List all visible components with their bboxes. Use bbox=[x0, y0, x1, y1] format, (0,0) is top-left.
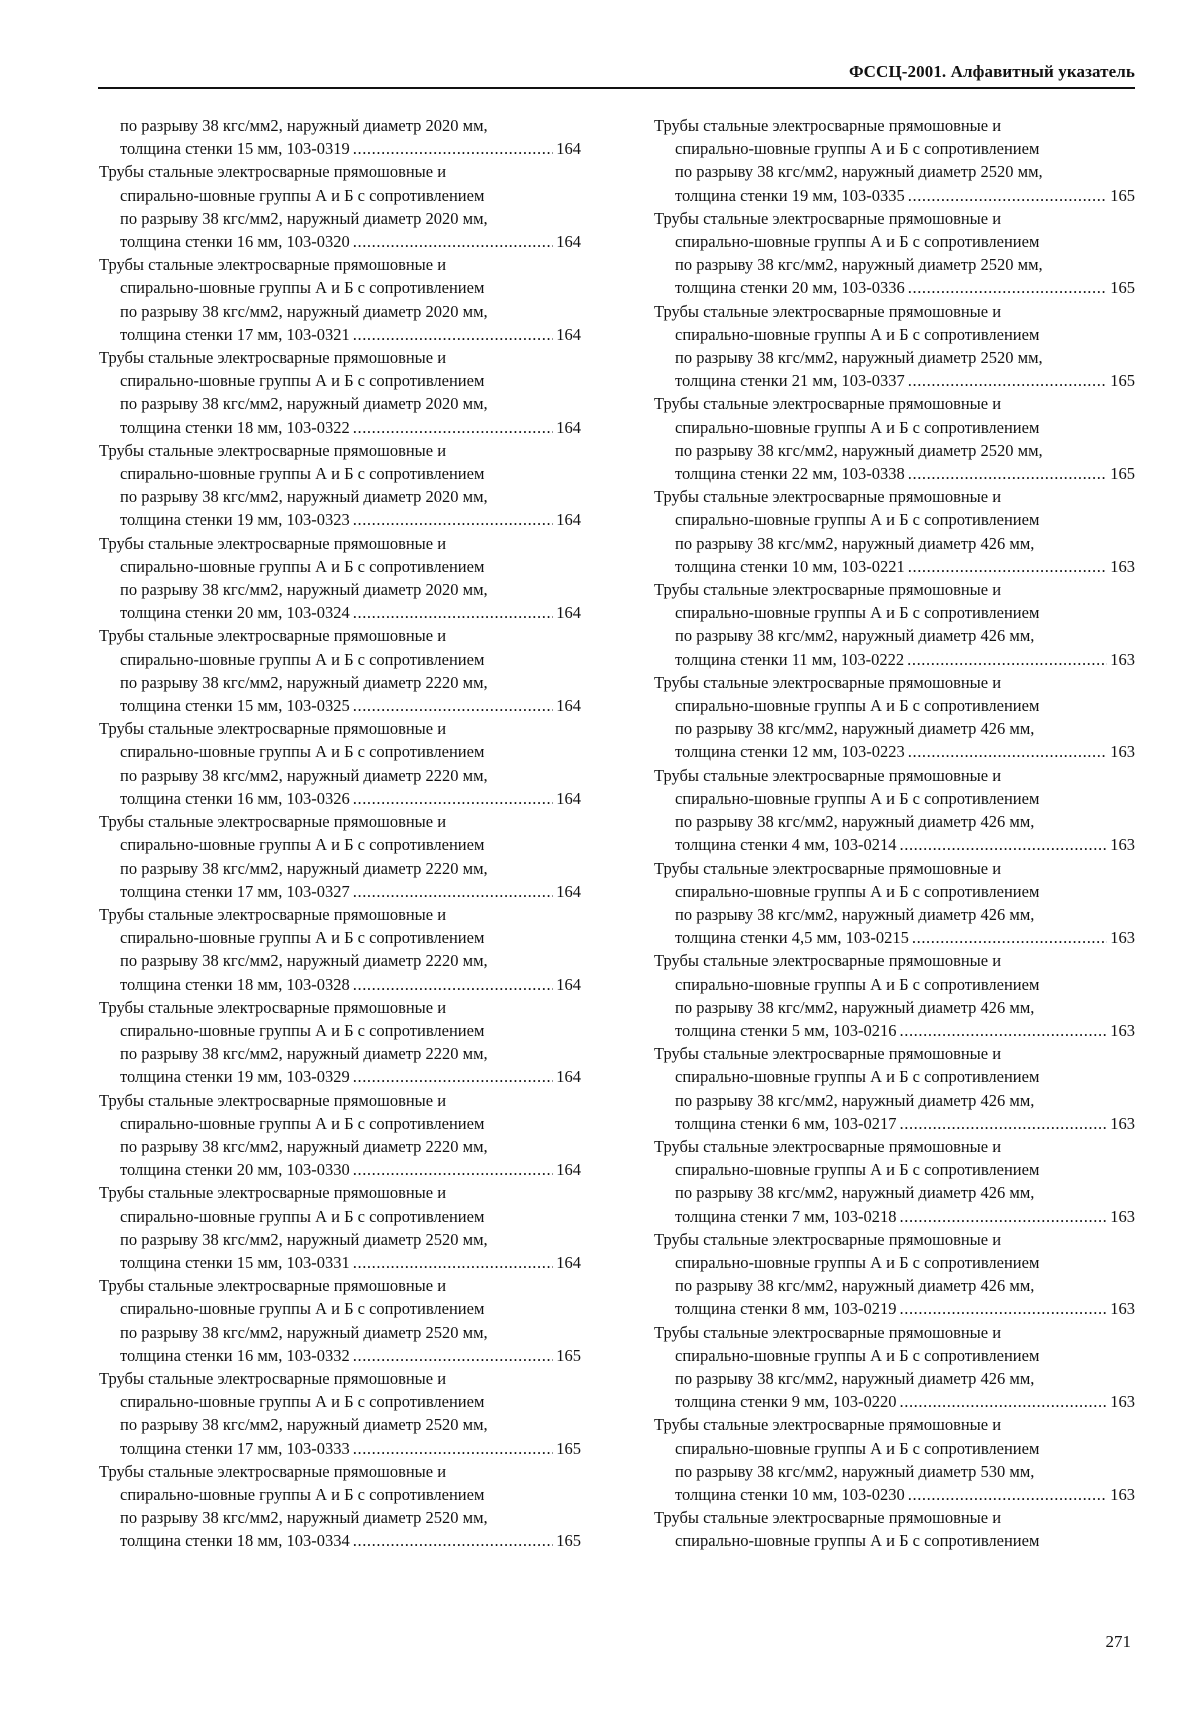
entry-code-text: толщина стенки 16 мм, 103-0326 bbox=[120, 788, 350, 808]
entry-text-line: по разрыву 38 кгс/мм2, наружный диаметр 2020 мм, bbox=[120, 301, 488, 321]
entry-last-line bbox=[99, 323, 581, 346]
entry-last-line bbox=[654, 1297, 1135, 1320]
entry-page-reference: 165 bbox=[1110, 464, 1135, 484]
entry-text-line: спирально-шовные группы А и Б с сопротивлением bbox=[675, 324, 1040, 344]
index-entry bbox=[654, 114, 1135, 207]
dot-leader bbox=[908, 369, 1108, 392]
dot-leader bbox=[900, 1390, 1108, 1413]
entry-text-line: по разрыву 38 кгс/мм2, наружный диаметр 2220 мм, bbox=[120, 672, 488, 692]
entry-page-reference: 163 bbox=[1110, 1020, 1135, 1040]
index-entry bbox=[654, 1321, 1135, 1414]
entry-text-line: спирально-шовные группы А и Б с сопротивлением bbox=[675, 974, 1040, 994]
entry-last-line bbox=[654, 1483, 1135, 1506]
entry-heading-line: Трубы стальные электросварные прямошовные и bbox=[654, 1508, 1002, 1528]
entry-heading-line: Трубы стальные электросварные прямошовные и bbox=[99, 1183, 447, 1203]
dot-leader bbox=[900, 1205, 1108, 1228]
entry-heading-line: Трубы стальные электросварные прямошовные и bbox=[99, 1368, 447, 1388]
dot-leader bbox=[353, 508, 554, 531]
entry-page-reference: 165 bbox=[556, 1345, 581, 1365]
entry-page-reference: 163 bbox=[1110, 742, 1135, 762]
entry-page-reference: 164 bbox=[556, 881, 581, 901]
entry-last-line bbox=[99, 137, 581, 160]
entry-last-line bbox=[99, 694, 581, 717]
header-rule bbox=[98, 87, 1135, 89]
entry-last-line bbox=[654, 926, 1135, 949]
entry-text-line: спирально-шовные группы А и Б с сопротивлением bbox=[675, 139, 1040, 159]
entry-code-text: толщина стенки 18 мм, 103-0334 bbox=[120, 1531, 350, 1551]
entry-text-line: по разрыву 38 кгс/мм2, наружный диаметр 426 мм, bbox=[675, 626, 1035, 646]
entry-code-text: толщина стенки 11 мм, 103-0222 bbox=[675, 649, 905, 669]
entry-page-reference: 164 bbox=[556, 603, 581, 623]
entry-heading-line: Трубы стальные электросварные прямошовные и bbox=[654, 394, 1002, 414]
entry-heading-line: Трубы стальные электросварные прямошовные и bbox=[654, 1322, 1002, 1342]
dot-leader bbox=[353, 880, 554, 903]
entry-text-line: спирально-шовные группы А и Б с сопротивлением bbox=[120, 835, 485, 855]
index-column-right bbox=[654, 114, 1135, 1553]
entry-text-line: по разрыву 38 кгс/мм2, наружный диаметр 2220 мм, bbox=[120, 1136, 488, 1156]
entry-heading-line: Трубы стальные электросварные прямошовные и bbox=[99, 1276, 447, 1296]
index-entry bbox=[99, 1181, 581, 1274]
entry-code-text: толщина стенки 19 мм, 103-0335 bbox=[675, 185, 905, 205]
index-entry bbox=[99, 717, 581, 810]
entry-code-text: толщина стенки 6 мм, 103-0217 bbox=[675, 1113, 897, 1133]
entry-page-reference: 164 bbox=[556, 1067, 581, 1087]
entry-text-line: по разрыву 38 кгс/мм2, наружный диаметр 2520 мм, bbox=[120, 1229, 488, 1249]
dot-leader bbox=[353, 1065, 554, 1088]
dot-leader bbox=[908, 462, 1108, 485]
dot-leader bbox=[900, 1112, 1108, 1135]
entry-code-text: толщина стенки 16 мм, 103-0320 bbox=[120, 232, 350, 252]
entry-text-line: по разрыву 38 кгс/мм2, наружный диаметр 426 мм, bbox=[675, 812, 1035, 832]
index-entry bbox=[99, 439, 581, 532]
entry-last-line bbox=[654, 1205, 1135, 1228]
entry-text-line: спирально-шовные группы А и Б с сопротивлением bbox=[675, 232, 1040, 252]
entry-code-text: толщина стенки 20 мм, 103-0336 bbox=[675, 278, 905, 298]
dot-leader bbox=[900, 833, 1108, 856]
entry-heading-line: Трубы стальные электросварные прямошовные и bbox=[99, 997, 447, 1017]
entry-text-line: по разрыву 38 кгс/мм2, наружный диаметр 2220 мм, bbox=[120, 1044, 488, 1064]
entry-text-line: по разрыву 38 кгс/мм2, наружный диаметр 426 мм, bbox=[675, 1090, 1035, 1110]
dot-leader bbox=[900, 1297, 1108, 1320]
index-entry bbox=[654, 764, 1135, 857]
entry-heading-line: Трубы стальные электросварные прямошовные и bbox=[99, 348, 447, 368]
index-entry bbox=[99, 160, 581, 253]
entry-page-reference: 164 bbox=[556, 324, 581, 344]
entry-page-reference: 165 bbox=[1110, 278, 1135, 298]
entry-text-line: спирально-шовные группы А и Б с сопротивлением bbox=[675, 417, 1040, 437]
dot-leader bbox=[353, 1437, 554, 1460]
entry-heading-line: Трубы стальные электросварные прямошовные и bbox=[99, 1461, 447, 1481]
entry-last-line bbox=[99, 508, 581, 531]
entry-text-line: спирально-шовные группы А и Б с сопротивлением bbox=[120, 464, 485, 484]
entry-heading-line: Трубы стальные электросварные прямошовные и bbox=[654, 580, 1002, 600]
entry-text-line: спирально-шовные группы А и Б с сопротивлением bbox=[120, 1484, 485, 1504]
dot-leader bbox=[908, 184, 1108, 207]
index-entry bbox=[99, 1367, 581, 1460]
index-entry bbox=[654, 671, 1135, 764]
entry-last-line bbox=[99, 973, 581, 996]
entry-page-reference: 164 bbox=[556, 974, 581, 994]
dot-leader bbox=[353, 416, 554, 439]
entry-text-line: по разрыву 38 кгс/мм2, наружный диаметр 426 мм, bbox=[675, 719, 1035, 739]
entry-heading-line: Трубы стальные электросварные прямошовные и bbox=[99, 1090, 447, 1110]
index-entry bbox=[99, 903, 581, 996]
index-entry bbox=[99, 346, 581, 439]
entry-text-line: по разрыву 38 кгс/мм2, наружный диаметр 2520 мм, bbox=[120, 1508, 488, 1528]
entry-page-reference: 164 bbox=[556, 788, 581, 808]
entry-text-line: спирально-шовные группы А и Б с сопротивлением bbox=[120, 649, 485, 669]
index-entry bbox=[99, 532, 581, 625]
index-entry bbox=[654, 1506, 1135, 1552]
entry-page-reference: 163 bbox=[1110, 1113, 1135, 1133]
dot-leader bbox=[908, 555, 1108, 578]
entry-code-text: толщина стенки 17 мм, 103-0333 bbox=[120, 1438, 350, 1458]
entry-last-line bbox=[654, 184, 1135, 207]
entry-heading-line: Трубы стальные электросварные прямошовные и bbox=[99, 812, 447, 832]
dot-leader bbox=[353, 973, 554, 996]
dot-leader bbox=[353, 323, 554, 346]
entry-text-line: спирально-шовные группы А и Б с сопротивлением bbox=[120, 1113, 485, 1133]
entry-page-reference: 165 bbox=[1110, 371, 1135, 391]
entry-code-text: толщина стенки 15 мм, 103-0331 bbox=[120, 1252, 350, 1272]
entry-page-reference: 163 bbox=[1110, 556, 1135, 576]
entry-code-text: толщина стенки 17 мм, 103-0327 bbox=[120, 881, 350, 901]
entry-last-line bbox=[654, 740, 1135, 763]
entry-text-line: спирально-шовные группы А и Б с сопротивлением bbox=[120, 928, 485, 948]
entry-last-line bbox=[654, 1112, 1135, 1135]
entry-last-line bbox=[99, 601, 581, 624]
dot-leader bbox=[908, 1483, 1108, 1506]
entry-heading-line: Трубы стальные электросварные прямошовные и bbox=[99, 719, 447, 739]
dot-leader bbox=[353, 694, 554, 717]
entry-code-text: толщина стенки 17 мм, 103-0321 bbox=[120, 324, 350, 344]
entry-last-line bbox=[99, 1529, 581, 1552]
entry-text-line: по разрыву 38 кгс/мм2, наружный диаметр 2520 мм, bbox=[675, 162, 1043, 182]
entry-text-line: по разрыву 38 кгс/мм2, наружный диаметр 426 мм, bbox=[675, 997, 1035, 1017]
dot-leader bbox=[900, 1019, 1108, 1042]
index-entry bbox=[99, 996, 581, 1089]
entry-text-line: по разрыву 38 кгс/мм2, наружный диаметр 2020 мм, bbox=[120, 394, 488, 414]
index-entry bbox=[654, 857, 1135, 950]
index-entry bbox=[654, 1042, 1135, 1135]
entry-heading-line: Трубы стальные электросварные прямошовные и bbox=[99, 162, 447, 182]
entry-code-text: толщина стенки 12 мм, 103-0223 bbox=[675, 742, 905, 762]
entry-last-line bbox=[99, 1344, 581, 1367]
entry-last-line bbox=[99, 787, 581, 810]
entry-last-line bbox=[654, 276, 1135, 299]
dot-leader bbox=[353, 1529, 554, 1552]
entry-text-line: по разрыву 38 кгс/мм2, наружный диаметр 2020 мм, bbox=[120, 116, 488, 135]
entry-last-line bbox=[654, 555, 1135, 578]
entry-heading-line: Трубы стальные электросварные прямошовные и bbox=[654, 672, 1002, 692]
entry-code-text: толщина стенки 18 мм, 103-0328 bbox=[120, 974, 350, 994]
entry-text-line: по разрыву 38 кгс/мм2, наружный диаметр 426 мм, bbox=[675, 1368, 1035, 1388]
entry-text-line: по разрыву 38 кгс/мм2, наружный диаметр 426 мм, bbox=[675, 1276, 1035, 1296]
entry-text-line: спирально-шовные группы А и Б с сопротивлением bbox=[675, 788, 1040, 808]
dot-leader bbox=[353, 137, 554, 160]
entry-code-text: толщина стенки 10 мм, 103-0230 bbox=[675, 1484, 905, 1504]
entry-text-line: спирально-шовные группы А и Б с сопротивлением bbox=[120, 1392, 485, 1412]
entry-code-text: толщина стенки 15 мм, 103-0325 bbox=[120, 696, 350, 716]
entry-text-line: по разрыву 38 кгс/мм2, наружный диаметр 426 мм, bbox=[675, 533, 1035, 553]
index-entry bbox=[654, 392, 1135, 485]
entry-text-line: по разрыву 38 кгс/мм2, наружный диаметр 2520 мм, bbox=[120, 1415, 488, 1435]
entry-page-reference: 163 bbox=[1110, 649, 1135, 669]
entry-text-line: по разрыву 38 кгс/мм2, наружный диаметр 2520 мм, bbox=[675, 255, 1043, 275]
entry-text-line: по разрыву 38 кгс/мм2, наружный диаметр 2520 мм, bbox=[120, 1322, 488, 1342]
index-entry bbox=[99, 810, 581, 903]
entry-last-line bbox=[654, 833, 1135, 856]
entry-heading-line: Трубы стальные электросварные прямошовные и bbox=[654, 301, 1002, 321]
entry-text-line: по разрыву 38 кгс/мм2, наружный диаметр 2020 мм, bbox=[120, 580, 488, 600]
entry-text-line: спирально-шовные группы А и Б с сопротивлением bbox=[675, 1345, 1040, 1365]
entry-heading-line: Трубы стальные электросварные прямошовные и bbox=[99, 440, 447, 460]
entry-text-line: по разрыву 38 кгс/мм2, наружный диаметр 2520 мм, bbox=[675, 348, 1043, 368]
entry-code-text: толщина стенки 19 мм, 103-0329 bbox=[120, 1067, 350, 1087]
entry-text-line: спирально-шовные группы А и Б с сопротивлением bbox=[675, 881, 1040, 901]
page-number: 271 bbox=[1105, 1632, 1131, 1651]
entry-last-line bbox=[99, 230, 581, 253]
entry-text-line: спирально-шовные группы А и Б с сопротивлением bbox=[675, 1067, 1040, 1087]
dot-leader bbox=[907, 648, 1107, 671]
entry-text-line: спирально-шовные группы А и Б с сопротивлением bbox=[675, 1160, 1040, 1180]
entry-last-line bbox=[99, 1065, 581, 1088]
dot-leader bbox=[908, 740, 1108, 763]
index-entry bbox=[654, 485, 1135, 578]
entry-page-reference: 163 bbox=[1110, 1392, 1135, 1412]
dot-leader bbox=[912, 926, 1107, 949]
entry-code-text: толщина стенки 15 мм, 103-0319 bbox=[120, 139, 350, 159]
dot-leader bbox=[353, 1251, 554, 1274]
entry-last-line bbox=[99, 1158, 581, 1181]
entry-text-line: спирально-шовные группы А и Б с сопротивлением bbox=[120, 185, 485, 205]
entry-page-reference: 164 bbox=[556, 696, 581, 716]
index-entry bbox=[654, 1413, 1135, 1506]
entry-text-line: по разрыву 38 кгс/мм2, наружный диаметр 2020 мм, bbox=[120, 487, 488, 507]
entry-text-line: спирально-шовные группы А и Б с сопротивлением bbox=[120, 371, 485, 391]
entry-heading-line: Трубы стальные электросварные прямошовные и bbox=[99, 626, 447, 646]
entry-heading-line: Трубы стальные электросварные прямошовные и bbox=[99, 904, 447, 924]
entry-code-text: толщина стенки 18 мм, 103-0322 bbox=[120, 417, 350, 437]
entry-text-line: по разрыву 38 кгс/мм2, наружный диаметр 2220 мм, bbox=[120, 858, 488, 878]
entry-text-line: спирально-шовные группы А и Б с сопротивлением bbox=[120, 278, 485, 298]
entry-text-line: по разрыву 38 кгс/мм2, наружный диаметр 2220 мм, bbox=[120, 951, 488, 971]
entry-page-reference: 164 bbox=[556, 1160, 581, 1180]
entry-last-line bbox=[654, 1390, 1135, 1413]
entry-code-text: толщина стенки 5 мм, 103-0216 bbox=[675, 1020, 897, 1040]
entry-code-text: толщина стенки 20 мм, 103-0330 bbox=[120, 1160, 350, 1180]
entry-heading-line: Трубы стальные электросварные прямошовные и bbox=[654, 487, 1002, 507]
page-header-title: ФССЦ-2001. Алфавитный указатель bbox=[848, 62, 1135, 81]
index-entry bbox=[99, 1089, 581, 1182]
index-entry bbox=[654, 1228, 1135, 1321]
index-entry bbox=[654, 949, 1135, 1042]
dot-leader bbox=[353, 230, 554, 253]
entry-code-text: толщина стенки 4 мм, 103-0214 bbox=[675, 835, 897, 855]
entry-code-text: толщина стенки 7 мм, 103-0218 bbox=[675, 1206, 897, 1226]
entry-last-line bbox=[99, 1251, 581, 1274]
entry-text-line: спирально-шовные группы А и Б с сопротивлением bbox=[675, 510, 1040, 530]
entry-page-reference: 164 bbox=[556, 139, 581, 159]
entry-page-reference: 163 bbox=[1110, 1299, 1135, 1319]
entry-heading-line: Трубы стальные электросварные прямошовные и bbox=[99, 533, 447, 553]
index-column-left bbox=[99, 114, 581, 1553]
index-entry bbox=[99, 1460, 581, 1553]
entry-page-reference: 164 bbox=[556, 1252, 581, 1272]
entry-page-reference: 163 bbox=[1110, 1484, 1135, 1504]
index-entry bbox=[654, 300, 1135, 393]
entry-page-reference: 165 bbox=[556, 1438, 581, 1458]
dot-leader bbox=[353, 1158, 554, 1181]
entry-text-line: спирально-шовные группы А и Б с сопротивлением bbox=[120, 556, 485, 576]
entry-page-reference: 163 bbox=[1110, 928, 1135, 948]
entry-text-line: по разрыву 38 кгс/мм2, наружный диаметр 2520 мм, bbox=[675, 440, 1043, 460]
entry-last-line bbox=[99, 416, 581, 439]
entry-page-reference: 165 bbox=[556, 1531, 581, 1551]
entry-heading-line: Трубы стальные электросварные прямошовные и bbox=[654, 951, 1002, 971]
entry-code-text: толщина стенки 9 мм, 103-0220 bbox=[675, 1392, 897, 1412]
entry-text-line: спирально-шовные группы А и Б с сопротивлением bbox=[675, 1531, 1040, 1551]
entry-heading-line: Трубы стальные электросварные прямошовные и bbox=[654, 208, 1002, 228]
entry-page-reference: 163 bbox=[1110, 835, 1135, 855]
index-entry-continuation bbox=[99, 114, 581, 160]
entry-heading-line: Трубы стальные электросварные прямошовные и bbox=[654, 858, 1002, 878]
entry-code-text: толщина стенки 21 мм, 103-0337 bbox=[675, 371, 905, 391]
entry-heading-line: Трубы стальные электросварные прямошовные и bbox=[654, 765, 1002, 785]
entry-last-line bbox=[654, 1019, 1135, 1042]
entry-code-text: толщина стенки 20 мм, 103-0324 bbox=[120, 603, 350, 623]
dot-leader bbox=[353, 1344, 554, 1367]
entry-text-line: спирально-шовные группы А и Б с сопротивлением bbox=[675, 696, 1040, 716]
entry-code-text: толщина стенки 16 мм, 103-0332 bbox=[120, 1345, 350, 1365]
dot-leader bbox=[353, 601, 554, 624]
dot-leader bbox=[908, 276, 1108, 299]
entry-last-line bbox=[99, 1437, 581, 1460]
index-entry bbox=[654, 578, 1135, 671]
entry-heading-line: Трубы стальные электросварные прямошовные и bbox=[654, 1229, 1002, 1249]
entry-text-line: по разрыву 38 кгс/мм2, наружный диаметр 2220 мм, bbox=[120, 765, 488, 785]
entry-text-line: по разрыву 38 кгс/мм2, наружный диаметр 426 мм, bbox=[675, 1183, 1035, 1203]
entry-last-line bbox=[654, 369, 1135, 392]
index-entry bbox=[99, 253, 581, 346]
index-entry bbox=[654, 1135, 1135, 1228]
entry-heading-line: Трубы стальные электросварные прямошовные и bbox=[654, 1136, 1002, 1156]
entry-page-reference: 164 bbox=[556, 510, 581, 530]
entry-code-text: толщина стенки 22 мм, 103-0338 bbox=[675, 464, 905, 484]
entry-last-line bbox=[654, 648, 1135, 671]
entry-code-text: толщина стенки 8 мм, 103-0219 bbox=[675, 1299, 897, 1319]
entry-text-line: спирально-шовные группы А и Б с сопротивлением bbox=[120, 1206, 485, 1226]
entry-page-reference: 164 bbox=[556, 232, 581, 252]
entry-code-text: толщина стенки 10 мм, 103-0221 bbox=[675, 556, 905, 576]
index-entry bbox=[99, 624, 581, 717]
entry-text-line: спирально-шовные группы А и Б с сопротивлением bbox=[675, 1252, 1040, 1272]
entry-page-reference: 164 bbox=[556, 417, 581, 437]
entry-heading-line: Трубы стальные электросварные прямошовные и bbox=[99, 255, 447, 275]
entry-text-line: спирально-шовные группы А и Б с сопротивлением bbox=[120, 742, 485, 762]
index-entry bbox=[654, 207, 1135, 300]
index-entry bbox=[99, 1274, 581, 1367]
dot-leader bbox=[353, 787, 554, 810]
entry-heading-line: Трубы стальные электросварные прямошовные и bbox=[654, 1415, 1002, 1435]
entry-page-reference: 163 bbox=[1110, 1206, 1135, 1226]
entry-text-line: спирально-шовные группы А и Б с сопротивлением bbox=[120, 1020, 485, 1040]
entry-text-line: по разрыву 38 кгс/мм2, наружный диаметр 530 мм, bbox=[675, 1461, 1035, 1481]
entry-last-line bbox=[99, 880, 581, 903]
entry-heading-line: Трубы стальные электросварные прямошовные и bbox=[654, 116, 1002, 135]
entry-text-line: спирально-шовные группы А и Б с сопротивлением bbox=[675, 1438, 1040, 1458]
entry-text-line: спирально-шовные группы А и Б с сопротивлением bbox=[120, 1299, 485, 1319]
entry-text-line: по разрыву 38 кгс/мм2, наружный диаметр 426 мм, bbox=[675, 904, 1035, 924]
entry-text-line: по разрыву 38 кгс/мм2, наружный диаметр 2020 мм, bbox=[120, 208, 488, 228]
entry-last-line bbox=[654, 462, 1135, 485]
entry-page-reference: 165 bbox=[1110, 185, 1135, 205]
entry-text-line: спирально-шовные группы А и Б с сопротивлением bbox=[675, 603, 1040, 623]
entry-code-text: толщина стенки 4,5 мм, 103-0215 bbox=[675, 928, 909, 948]
entry-heading-line: Трубы стальные электросварные прямошовные и bbox=[654, 1044, 1002, 1064]
entry-code-text: толщина стенки 19 мм, 103-0323 bbox=[120, 510, 350, 530]
